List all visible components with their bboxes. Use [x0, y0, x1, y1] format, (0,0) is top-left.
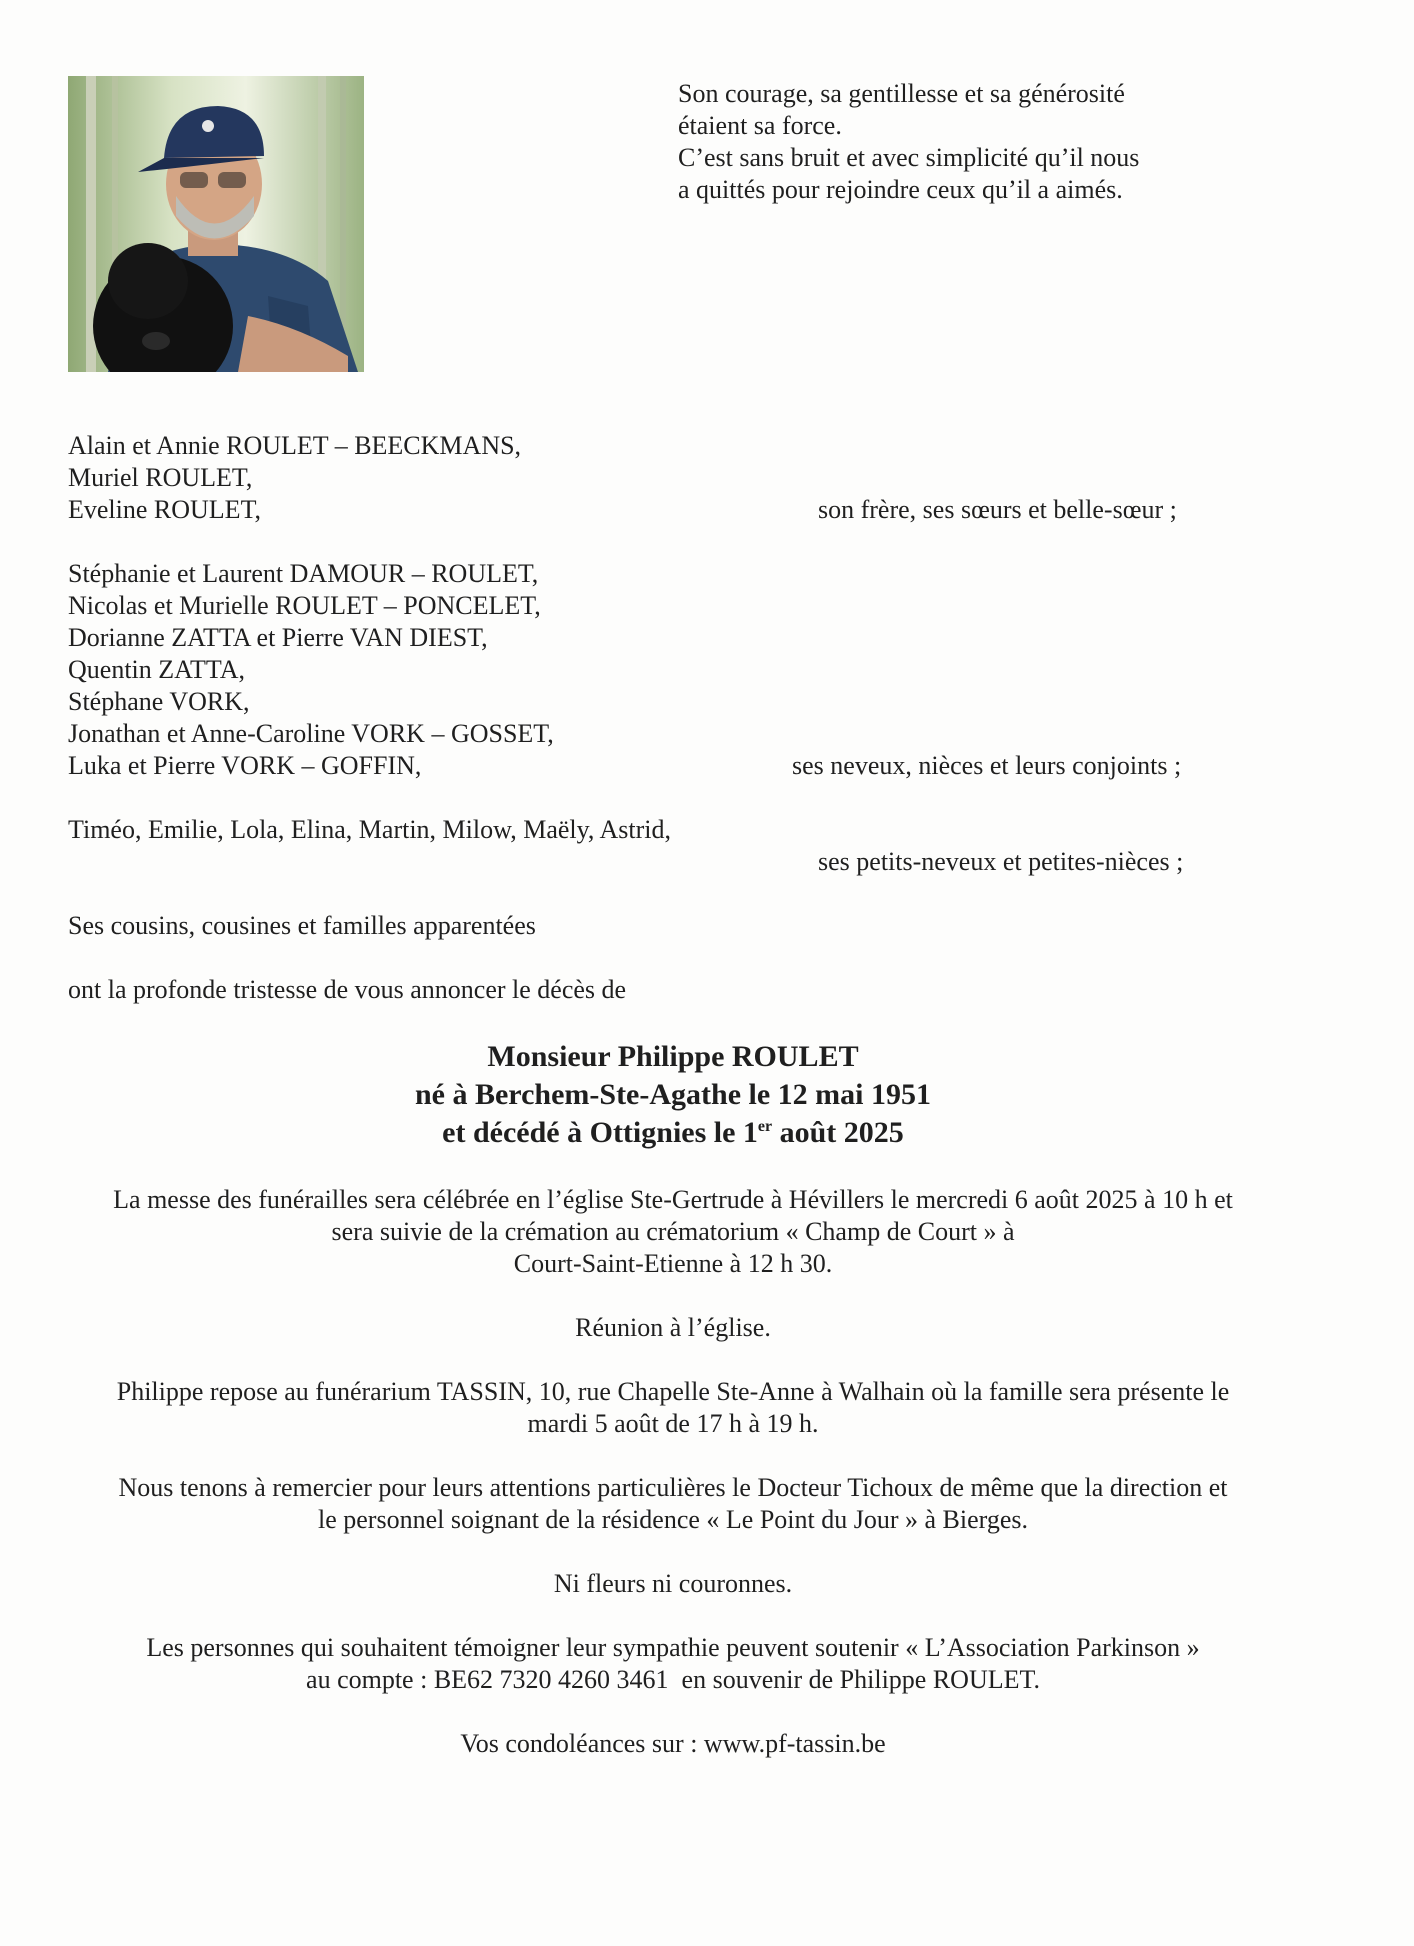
- nephews-relation: ses neveux, nièces et leurs conjoints ;: [792, 751, 1182, 780]
- funeral-line: La messe des funérailles sera célébrée en l’église Ste-Gertrude à Hévillers le mercredi 6 août 2025 à 10 h et: [113, 1185, 1233, 1214]
- thanks-line: Nous tenons à remercier pour leurs attentions particulières le Docteur Tichoux de même que la direction et: [118, 1473, 1228, 1502]
- condolences-line: Vos condoléances sur : www.pf-tassin.be: [460, 1729, 886, 1758]
- family-group-siblings: [68, 430, 521, 526]
- funeral-line: sera suivie de la crémation au crématorium « Champ de Court » à: [331, 1217, 1015, 1246]
- sympathy-paragraph: [0, 1632, 1346, 1696]
- flowers-line: Ni fleurs ni couronnes.: [553, 1569, 793, 1598]
- quote-line: étaient sa force.: [678, 111, 842, 140]
- portrait-photo: [68, 76, 364, 372]
- family-member: Luka et Pierre VORK – GOFFIN,: [68, 751, 422, 780]
- repose-paragraph: [0, 1376, 1346, 1440]
- family-member: Stéphane VORK,: [68, 687, 250, 716]
- death-suffix: août 2025: [772, 1116, 904, 1149]
- quote-line: a quittés pour rejoindre ceux qu’il a aimés.: [678, 175, 1123, 204]
- thanks-paragraph: [0, 1472, 1346, 1536]
- repose-line: mardi 5 août de 17 h à 19 h.: [527, 1409, 819, 1438]
- tribute-quote: [678, 78, 1139, 206]
- death-prefix: et décédé à Ottignies le 1: [442, 1116, 758, 1149]
- death-ordinal: er: [757, 1118, 773, 1135]
- sympathy-line: Les personnes qui souhaitent témoigner leur sympathie peuvent soutenir « L’Association Parkinson »: [146, 1633, 1200, 1662]
- sympathy-line: au compte : BE62 7320 4260 3461 en souvenir de Philippe ROULET.: [306, 1665, 1040, 1694]
- family-group-grandnephews: Timéo, Emilie, Lola, Elina, Martin, Milow, Maëly, Astrid,: [68, 815, 672, 844]
- reunion-line: Réunion à l’église.: [575, 1313, 771, 1342]
- funeral-line: Court-Saint-Etienne à 12 h 30.: [513, 1249, 833, 1278]
- deceased-birth: né à Berchem-Ste-Agathe le 12 mai 1951: [414, 1078, 931, 1111]
- family-member: Dorianne ZATTA et Pierre VAN DIEST,: [68, 623, 488, 652]
- funeral-paragraph: [0, 1184, 1346, 1280]
- siblings-relation: son frère, ses sœurs et belle-sœur ;: [818, 495, 1177, 524]
- grandnephews-relation: ses petits-neveux et petites-nièces ;: [818, 847, 1184, 876]
- deceased-block: [0, 1038, 1346, 1152]
- repose-line: Philippe repose au funérarium TASSIN, 10, rue Chapelle Ste-Anne à Walhain où la famille sera présente le: [116, 1377, 1230, 1406]
- family-member: Jonathan et Anne-Caroline VORK – GOSSET,: [68, 719, 554, 748]
- portrait-illustration: [68, 76, 364, 372]
- family-member: Stéphanie et Laurent DAMOUR – ROULET,: [68, 559, 539, 588]
- family-group-nephews: [68, 558, 554, 782]
- cousins-line: Ses cousins, cousines et familles apparentées: [68, 911, 536, 940]
- family-member: Nicolas et Murielle ROULET – PONCELET,: [68, 591, 541, 620]
- thanks-line: le personnel soignant de la résidence « Le Point du Jour » à Bierges.: [317, 1505, 1028, 1534]
- family-member: Quentin ZATTA,: [68, 655, 245, 684]
- quote-line: Son courage, sa gentillesse et sa générosité: [678, 79, 1125, 108]
- family-member: Eveline ROULET,: [68, 495, 262, 524]
- deceased-death: [0, 1114, 1346, 1152]
- quote-line: C’est sans bruit et avec simplicité qu’il nous: [678, 143, 1140, 172]
- family-member: Alain et Annie ROULET – BEECKMANS,: [68, 431, 522, 460]
- family-member: Muriel ROULET,: [68, 463, 253, 492]
- deceased-name: Monsieur Philippe ROULET: [487, 1040, 859, 1073]
- announcement-line: ont la profonde tristesse de vous annoncer le décès de: [68, 975, 627, 1004]
